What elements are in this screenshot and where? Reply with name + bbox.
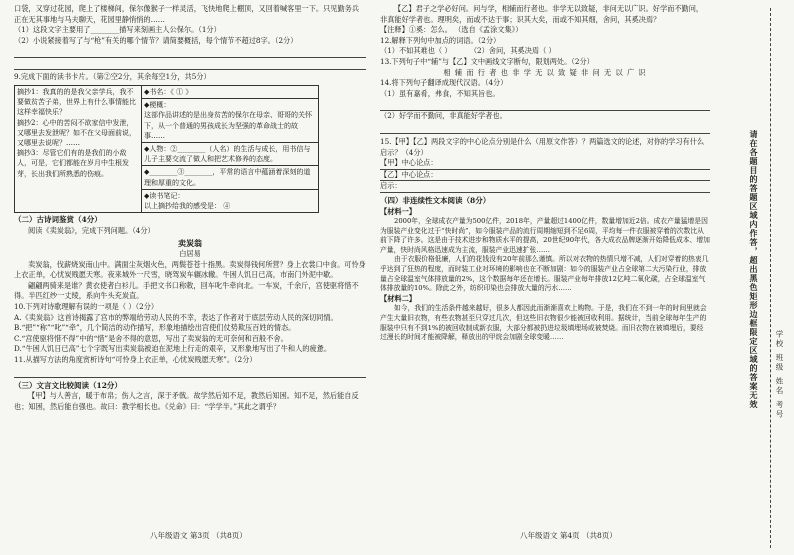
right-page bbox=[380, 4, 710, 343]
question-15: 15.【甲】【乙】两段文字的中心论点分别是什么（用原文作答）？两篇选文的论述，对你的学习有什么启示？（4分） bbox=[380, 136, 705, 157]
question-14: 14.将下列句子翻译成现代汉语。（4分） bbox=[380, 78, 508, 88]
reading-instruction: 阅读《卖炭翁》，完成下列问题。（4分） bbox=[28, 225, 155, 235]
answer-line[interactable] bbox=[380, 122, 710, 134]
question-8-2: （2）小说紧接着写了与“枪”有关的哪个情节？请简要概括，每个情节不超过8字。（2分） bbox=[14, 35, 298, 45]
card-notes[interactable]: ◆读书笔记： 以上摘抄给我的感受是： ④ bbox=[142, 189, 319, 212]
student-info-labels: 学校 班级 姓名 考号 bbox=[775, 330, 784, 420]
answer-jia-thesis[interactable]: 【甲】中心论点： bbox=[380, 158, 710, 170]
excerpt-1: 摘抄1：我真的的是我父亲学兵，我不要做贫苦子弟，世界上有什么事情能比这样幸福快乐？ bbox=[17, 87, 136, 117]
answer-line[interactable] bbox=[14, 58, 366, 70]
option-b: B.“把”“称”“叱”“牵”，几个简洁的动作描写，形象地描绘出宫使们仗势欺压百姓的情态。 bbox=[14, 323, 296, 333]
left-page bbox=[14, 4, 366, 412]
card-excerpts bbox=[15, 85, 142, 212]
section-2-heading: （二）古诗词鉴赏（4分） bbox=[14, 215, 102, 225]
option-c: C.“宫使驱将惜不得”中的“惜”是舍不得的意思，写出了卖炭翁的无可奈何和百般不舍。 bbox=[14, 333, 288, 343]
left-page-footer: 八年级语文 第3页 （共8页） bbox=[150, 531, 247, 540]
question-14-2: （2）好学而不勤问，非真能好学者也。 bbox=[380, 111, 507, 121]
reading-card bbox=[14, 85, 319, 213]
card-language[interactable]: ◆________③________，平常的语言中蕴涵着深刻的道理和厚重的文化。 bbox=[142, 166, 319, 189]
card-character[interactable]: ◆人物：②________（人名）的生活与成长，用书信与儿子主要交流了做人和把艺术修养的态度。 bbox=[142, 142, 319, 165]
excerpt-2: 摘抄2：心中的苦闷不欲家信中发泄，又哪里去发泄呢？如不在父母面前说，又哪里去说呢？…… bbox=[17, 118, 136, 147]
poem-stanza-2: 翩翩两骑来是谁？黄衣使者白衫儿。手把文书口称敕，回车叱牛牵向北。一车炭，千余斤，宫使驱将惜不得。半匹红纱一丈绫，系向牛头充炭直。 bbox=[14, 280, 359, 301]
section-4-heading: （四）非连续性文本阅读（8分） bbox=[380, 195, 491, 205]
right-page-footer: 八年级语文 第4页 （共8页） bbox=[520, 531, 617, 540]
poem-stanza-1: 卖炭翁，伐薪烧炭南山中。满面尘灰烟火色，两鬓苍苍十指黑。卖炭得钱何所营？身上衣裳口中食。可怜身上衣正单，心忧炭贱愿天寒。夜来城外一尺雪，晓驾炭车辗冰辙。牛困人饥日已高，市南门外泥中歇。 bbox=[14, 259, 366, 280]
material-1-paragraph-2: 由于衣服价格低廉，人们的花钱没有20年前那么谨慎。所以对衣物的热情只增不减，人们对穿着的热衷几乎达到了狂热的程度，而时装工业对环境的影响也在不断加剧：如今的服装产业占全球第二大污染行业，排放量占全球温室气体排放量的2%，这个数据每年还在增长。服装产业每年排放12亿吨二氧化碳，占全球温室气体排放量的10%。除此之外，纺织印染也会排放大量的污水…… bbox=[380, 255, 709, 293]
poem-title: 卖炭翁 bbox=[178, 238, 202, 249]
answer-line[interactable] bbox=[14, 366, 366, 378]
question-12-items: （1）不如其难也（ ） （2）舍问，其奚决焉（ ） bbox=[380, 46, 556, 56]
classical-text-jia: 【甲】与人善言，暖于布帛；伤人之言，深于矛戟。故学然后知不足，教然后知困。知不足，然后能自反也；知困，然后能自强也。故曰：教学相长也。《兑命》曰：“学学半。”其此之谓乎？ bbox=[14, 391, 359, 411]
binding-margin bbox=[740, 0, 794, 555]
question-13: 13.下列句子中“辅”与【乙】文中画线文字断句，限划两处。（2分） bbox=[380, 56, 594, 66]
answer-yi-thesis[interactable]: 【乙】中心论点： bbox=[380, 170, 710, 182]
material-2-label: 【材料二】 bbox=[380, 293, 416, 303]
question-10: 10.下列对诗歌理解有误的一项是（ ）（2分） bbox=[14, 301, 159, 311]
question-9: 9.完成下面的读书卡片。（第②空2分，其余每空1分，共5分） bbox=[14, 72, 211, 82]
poem-author: 白居易 bbox=[179, 248, 201, 258]
question-11: 11.从描写方法的角度赏析诗句“可怜身上衣正单，心忧炭贱愿天寒”。（2分） bbox=[14, 354, 257, 364]
answer-area-warning: 请在各题目的答题区域内作答，超出黑色矩形边框限定区域的答案无效 bbox=[749, 130, 759, 409]
option-d: D.“牛困人饥日已高”七个字既写出卖炭翁被迫在泥地上行走的艰辛，又形象地写出了牛和人的疲惫。 bbox=[14, 344, 332, 354]
excerpt-3: 摘抄3：尽管它们有的是我们的小敌人，可是，它们都能在岁月中生根发芽，长出我们所熟悉的伤痕。 bbox=[17, 149, 129, 178]
card-book-title[interactable]: ◆书名：《 ① 》 bbox=[142, 85, 319, 98]
section-3-heading: （三）文言文比较阅读（12分） bbox=[14, 380, 122, 390]
question-12: 12.解释下列句中加点的词语。（2分） bbox=[380, 35, 501, 45]
option-a: A.《卖炭翁》这首诗揭露了宫市的弊端给劳动人民的不幸，表达了作者对于底层劳动人民的深切同情。 bbox=[14, 312, 338, 322]
answer-line[interactable] bbox=[14, 46, 366, 58]
answer-line[interactable] bbox=[380, 99, 710, 111]
material-2-paragraph-1: 如今，我们的生活条件越来越好，很多人都因此而渐渐喜欢上购物。于是，我们在不到一年的时间里就会产生大量旧衣物，有些衣物甚至只穿过几次，但这些旧衣物很少能被回收利用。据统计，当前全球每年生产的服装中只有不到1%的被回收制成新衣服，大部分都被扔进垃圾填埋场或被焚烧。而旧衣物在被填埋后，要经过漫长的时间才能被降解，释放出的甲烷会加剧全球变暖…… bbox=[380, 304, 707, 342]
sentence-to-segment[interactable]: 相 辅 而 行 者 也 非 学 无 以 致 疑 非 问 无 以 广 识 bbox=[443, 67, 647, 77]
annotation: 【注释】①奚：怎么。 （选自《孟涂文集》） bbox=[380, 25, 523, 35]
question-8-1: （1）这段文字主要用了________描写来刻画主人公保尔。（1分） bbox=[14, 25, 221, 35]
question-14-1: （1）虽有嘉肴，弗食，不知其旨也。 bbox=[380, 88, 500, 98]
seal-line bbox=[770, 8, 771, 548]
answer-insight[interactable]: 启示： bbox=[380, 181, 710, 193]
classical-text-yi: 【乙】君子之学必好问。问与学，相辅而行者也。非学无以致疑，非问无以广识。好学而不勤问，非真能好学者也。理明矣，而或不达于事；识其大矣，而或不知其细，舍问，其奚决焉？ bbox=[380, 4, 704, 24]
story-paragraph: 口袋，又穿过花园，爬上了楼梯间，保尔像猴子一样灵活，飞快地爬上棚顶，又回着喊客里一下。只见勤务兵正在无其事地与马夫聊天，花园里静悄悄的…… bbox=[14, 4, 360, 24]
material-1-label: 【材料一】 bbox=[380, 206, 416, 216]
card-summary-label: ◆梗概： 这部作品讲述的是出身贫苦的保尔在母亲、哥哥的关怀下，从一个普通的男孩成长为坚强的革命战士的故事…… bbox=[142, 99, 319, 143]
material-1-paragraph-1: 2000年，全球成衣产量为500亿件，2018年，产量超过1400亿件，数量增加近2倍。成衣产量猛增是因为服装产业变化过于“快时尚”，如今服装产品的流行周期缩短到不足6周，平均每一件衣服被穿着的次数比从前下降了许多。这是由于技术进步和物质水平的提高，20世纪90年代，各大成衣品牌逐渐开始降低成本、增加产量，快时尚风格迅速成为主流，服装产业迅速扩张…… bbox=[380, 217, 710, 254]
